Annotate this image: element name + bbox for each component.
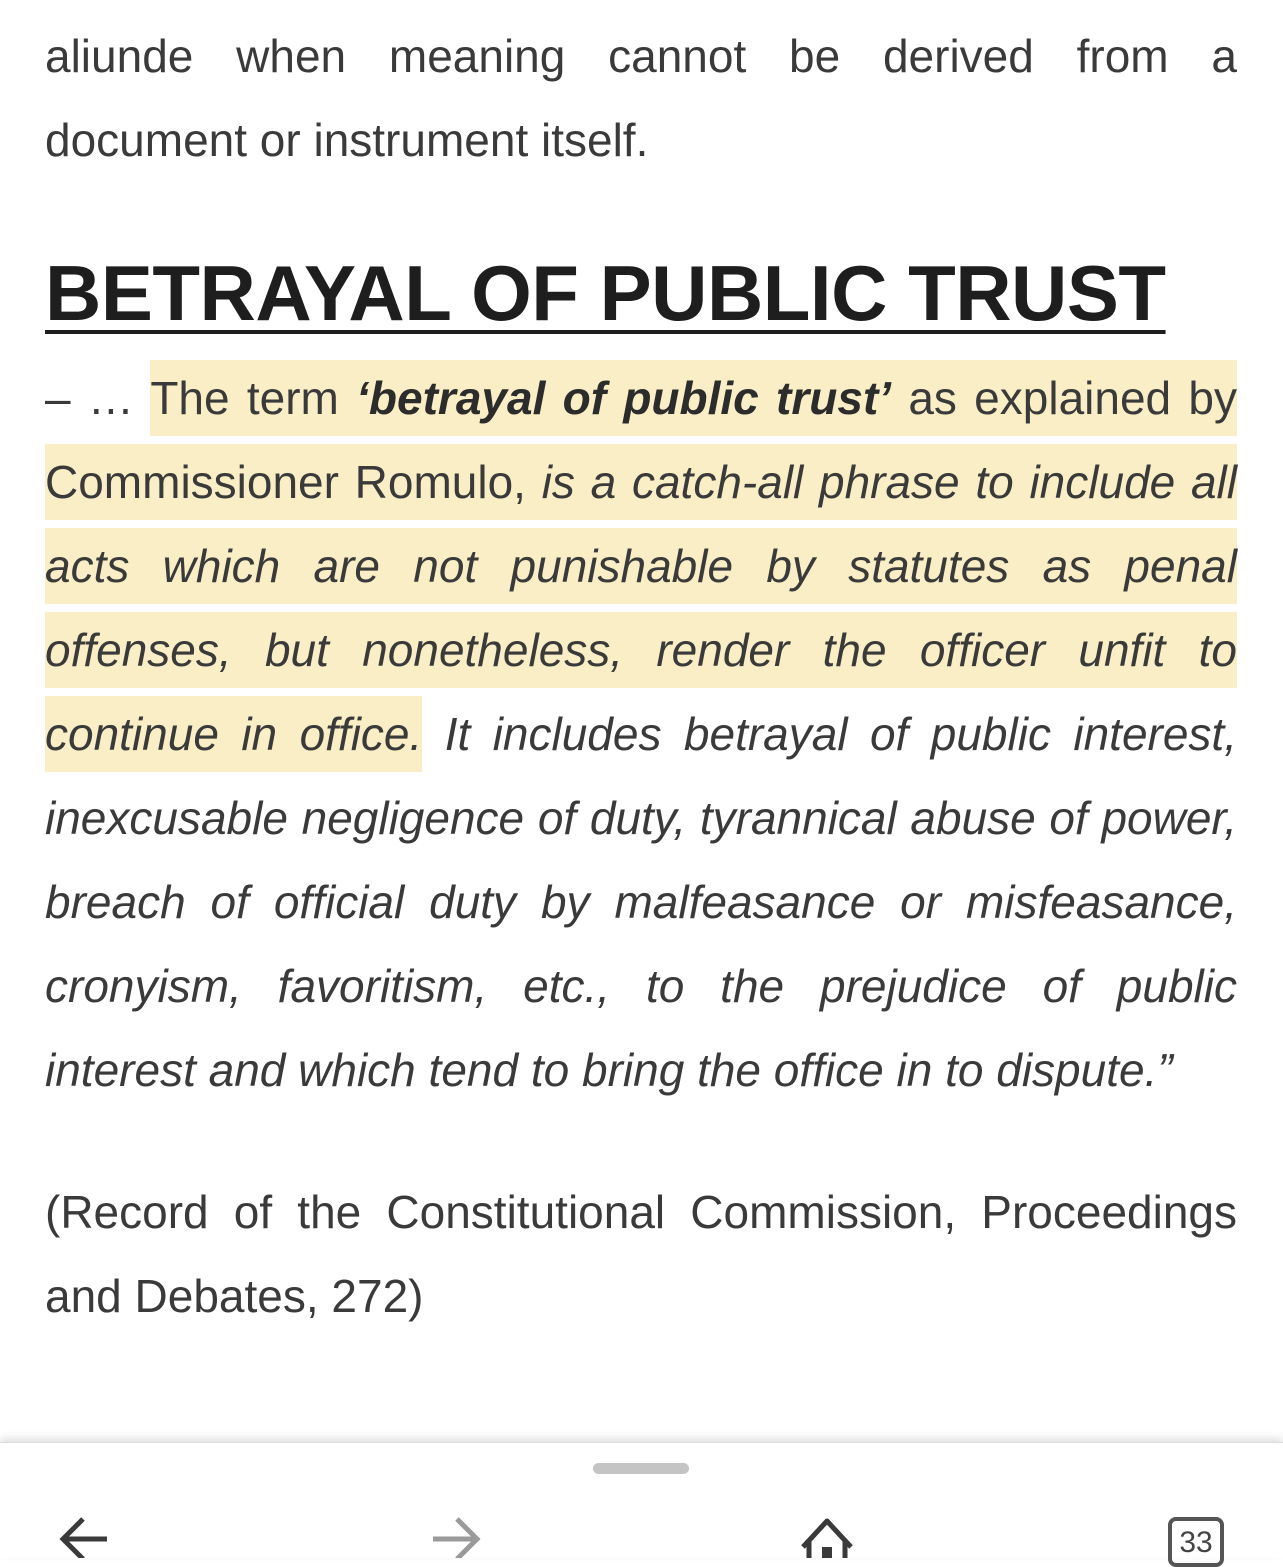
term-betrayal-of-public-trust: ‘betrayal of public trust’ — [356, 372, 892, 424]
drag-handle[interactable] — [593, 1463, 689, 1474]
home-icon — [795, 1513, 865, 1558]
citation: (Record of the Constitutional Commission, Proceedings and Debates, 272) — [45, 1186, 1237, 1322]
home-button[interactable] — [795, 1513, 865, 1558]
section-heading: BETRAYAL OF PUBLIC TRUST — [45, 249, 1166, 337]
highlight-text-2: as explained by Commissioner Romulo, — [45, 372, 1237, 508]
intro-paragraph: aliunde when meaning cannot be derived from a document or instrument itself. — [45, 30, 1237, 166]
back-arrow-icon — [55, 1513, 125, 1558]
forward-button[interactable] — [425, 1513, 495, 1558]
tabs-button[interactable] — [1168, 1517, 1224, 1567]
tabs-count: 33 — [1179, 1526, 1213, 1559]
browser-bottom-bar — [0, 1442, 1283, 1558]
highlight-italic-definition: is a catch-all phrase to include all acts which are not punishable by statutes as penal offenses, but nonetheless, render the officer unfit to continue in office. — [45, 456, 1237, 760]
definition-paragraph — [45, 356, 1237, 1112]
paragraph-lead: – … — [45, 372, 151, 424]
definition-continuation: It includes betrayal of public interest, inexcusable negligence of duty, tyrannical abuse of power, breach of official duty by malfeasance or misfeasance, cronyism, favoritism, etc., to the prejudice of public interest and which tend to bring the office in to dispute.” — [45, 708, 1237, 1096]
back-button[interactable] — [55, 1513, 125, 1558]
highlight-text-1: The term — [150, 372, 357, 424]
article-content — [45, 14, 1237, 1338]
forward-arrow-icon — [425, 1513, 495, 1558]
